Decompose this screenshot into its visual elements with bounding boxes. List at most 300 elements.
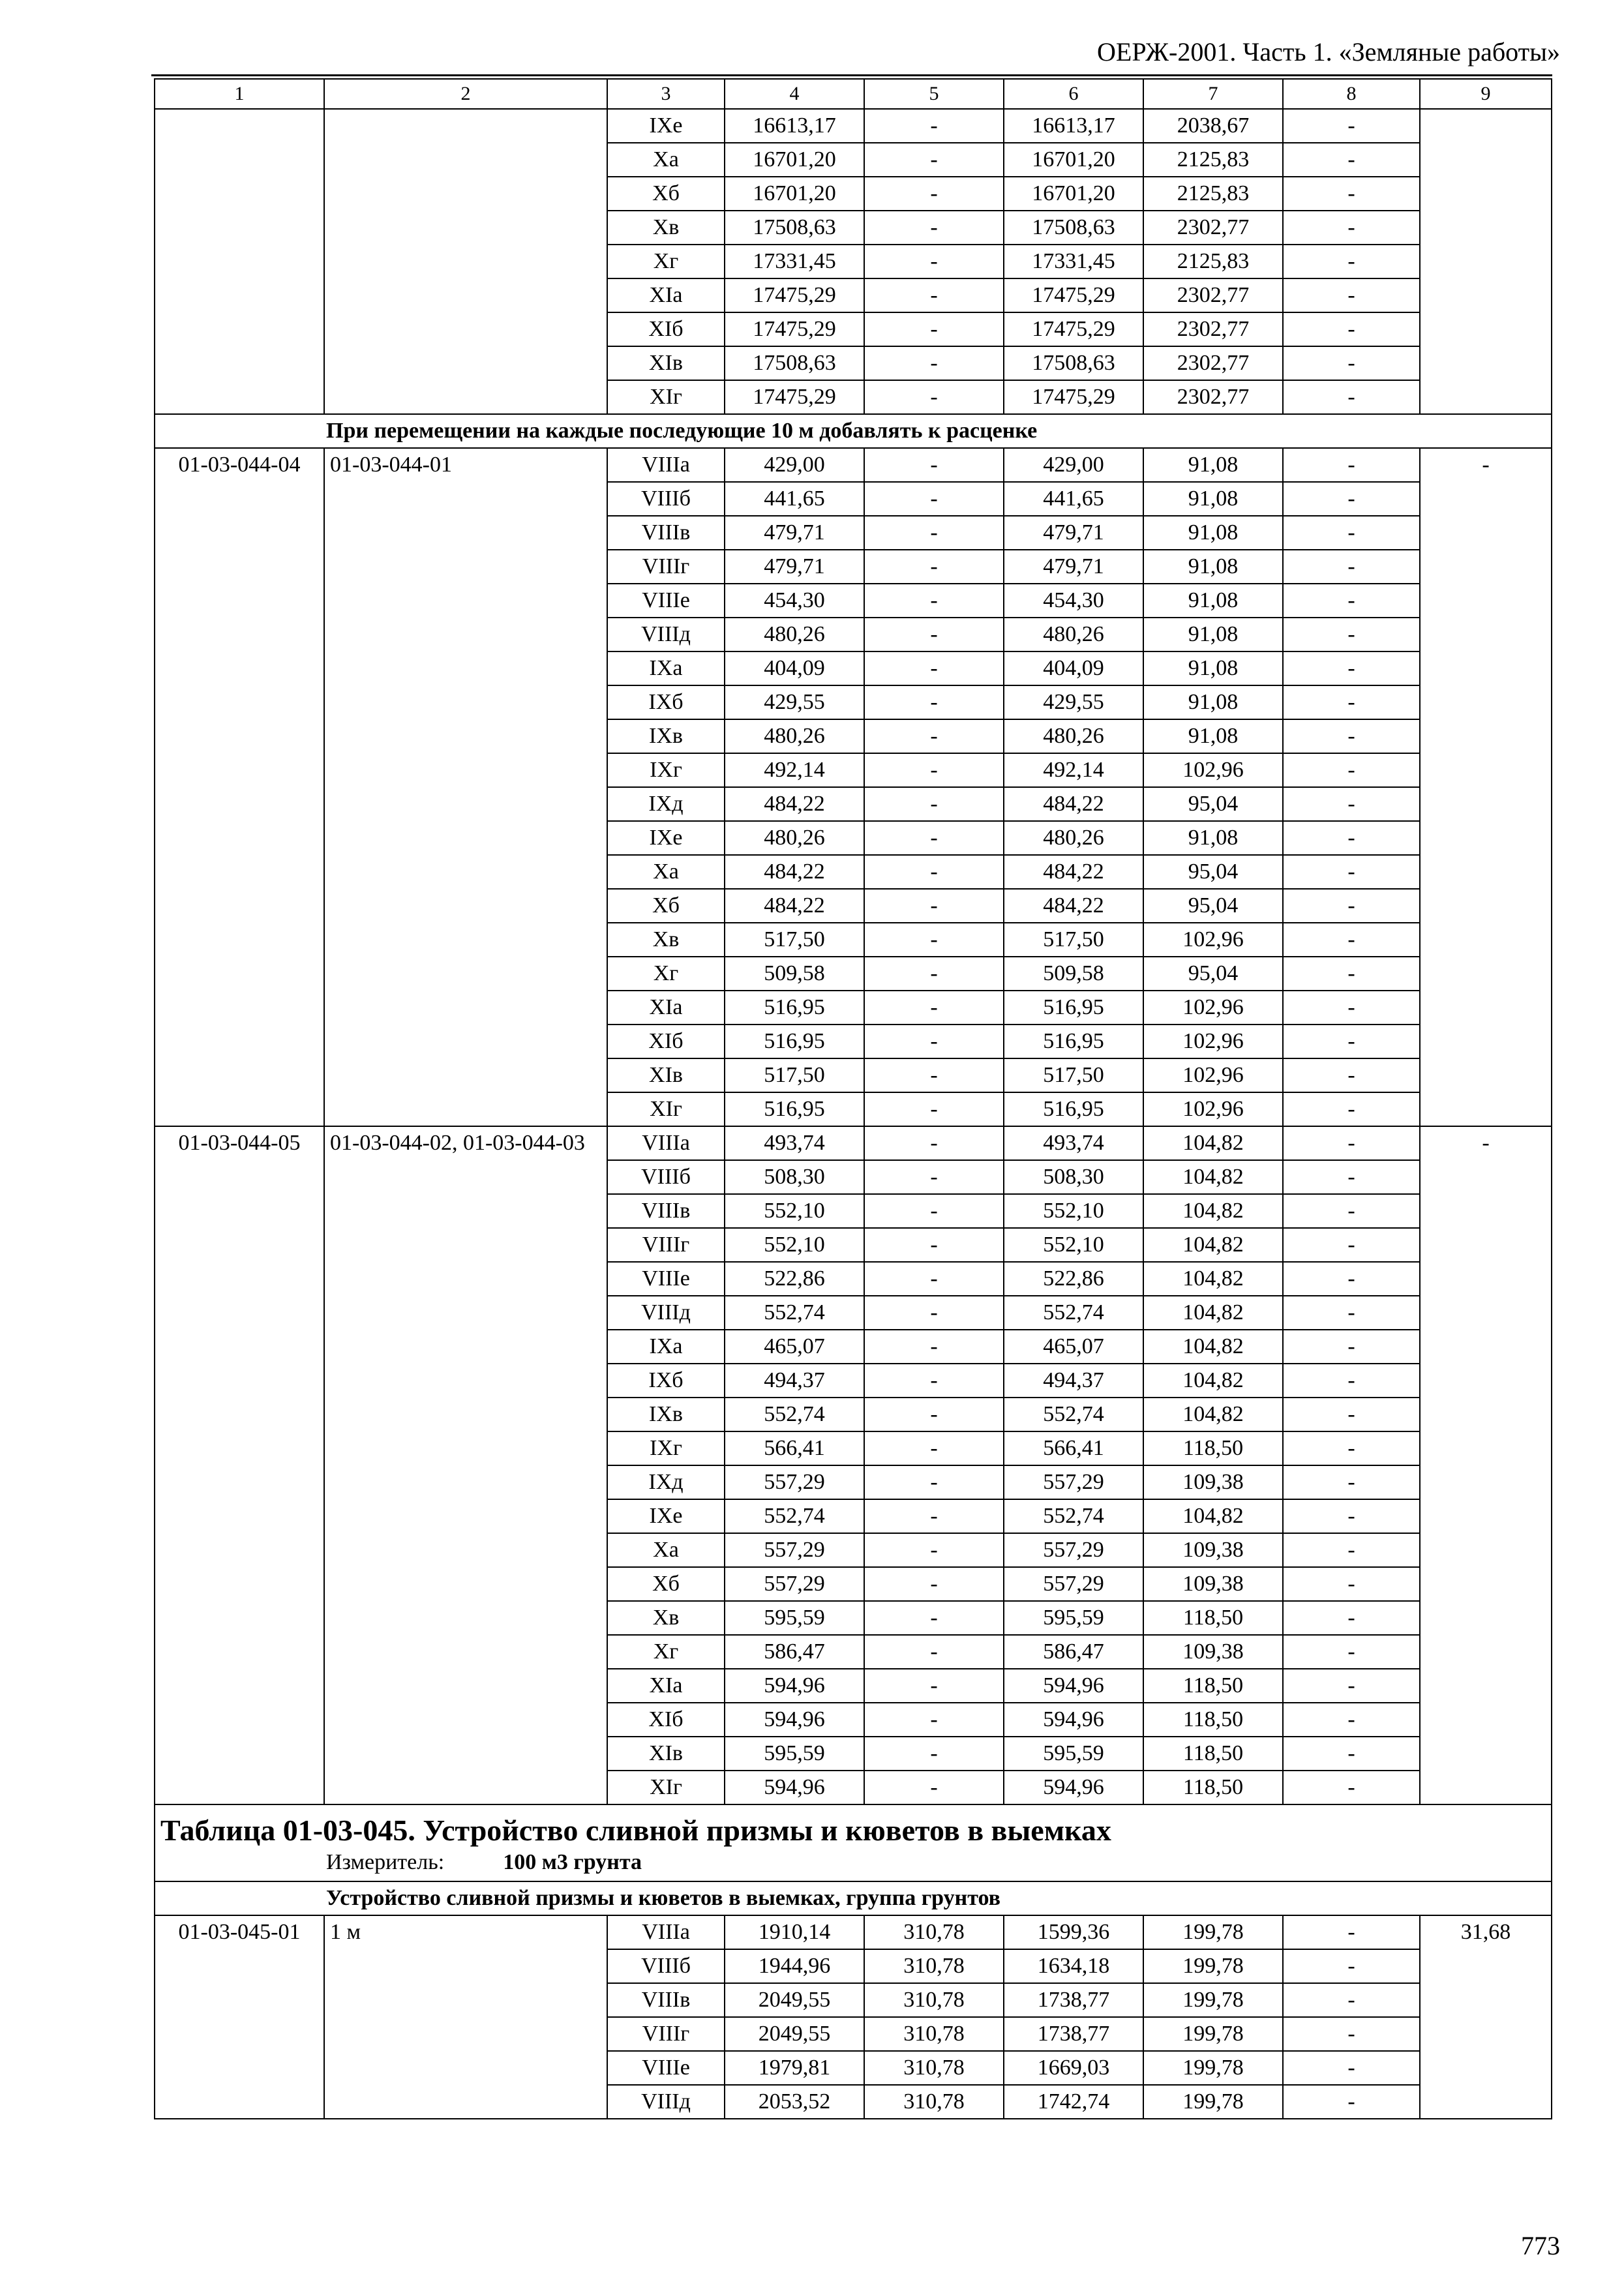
value-cell: 484,22: [1004, 889, 1143, 923]
value-cell: VIIIд: [607, 618, 725, 651]
value-cell: 479,71: [1004, 516, 1143, 550]
value-cell: -: [1283, 346, 1420, 380]
value-cell: 492,14: [725, 753, 864, 787]
value-cell: -: [1283, 719, 1420, 753]
value-cell: -: [864, 1703, 1004, 1737]
value-cell: -: [864, 278, 1004, 312]
value-cell: 594,96: [725, 1771, 864, 1804]
value-cell: 118,50: [1143, 1431, 1283, 1465]
value-cell: -: [1283, 821, 1420, 855]
value-cell: 552,10: [725, 1194, 864, 1228]
table-row: [155, 1126, 1552, 1160]
value-cell: 104,82: [1143, 1499, 1283, 1533]
value-cell: -: [1283, 991, 1420, 1025]
value-cell: 557,29: [1004, 1533, 1143, 1567]
value-cell: -: [864, 787, 1004, 821]
value-cell: 493,74: [725, 1126, 864, 1160]
value-cell: XIв: [607, 1737, 725, 1771]
value-cell: 91,08: [1143, 482, 1283, 516]
value-cell: -: [864, 923, 1004, 957]
value-cell: 17475,29: [1004, 380, 1143, 414]
col9-cell: -: [1420, 448, 1552, 1126]
column-number-cell: 1: [155, 79, 324, 109]
value-cell: -: [864, 312, 1004, 346]
value-cell: -: [1283, 787, 1420, 821]
value-cell: Xг: [607, 1635, 725, 1669]
value-cell: Xа: [607, 1533, 725, 1567]
value-cell: 404,09: [725, 651, 864, 685]
value-cell: -: [864, 991, 1004, 1025]
value-cell: VIIIа: [607, 1126, 725, 1160]
value-cell: 465,07: [725, 1330, 864, 1364]
value-cell: 102,96: [1143, 1025, 1283, 1058]
value-cell: -: [864, 1398, 1004, 1431]
value-cell: 522,86: [725, 1262, 864, 1296]
value-cell: 595,59: [1004, 1737, 1143, 1771]
value-cell: 557,29: [725, 1533, 864, 1567]
value-cell: 552,74: [725, 1499, 864, 1533]
value-cell: 118,50: [1143, 1669, 1283, 1703]
value-cell: -: [1283, 889, 1420, 923]
value-cell: IXе: [607, 1499, 725, 1533]
value-cell: -: [1283, 448, 1420, 482]
value-cell: 484,22: [725, 889, 864, 923]
value-cell: 16701,20: [1004, 177, 1143, 211]
value-cell: -: [1283, 1058, 1420, 1092]
value-cell: 454,30: [725, 584, 864, 618]
value-cell: XIв: [607, 346, 725, 380]
value-cell: -: [864, 346, 1004, 380]
value-cell: -: [864, 516, 1004, 550]
value-cell: -: [864, 584, 1004, 618]
value-cell: 104,82: [1143, 1194, 1283, 1228]
value-cell: VIIIб: [607, 482, 725, 516]
value-cell: -: [864, 1669, 1004, 1703]
value-cell: 594,96: [1004, 1703, 1143, 1737]
value-cell: 479,71: [1004, 550, 1143, 584]
value-cell: -: [1283, 2085, 1420, 2119]
header-rule: [151, 74, 1552, 76]
value-cell: 493,74: [1004, 1126, 1143, 1160]
value-cell: IXг: [607, 1431, 725, 1465]
value-cell: 102,96: [1143, 991, 1283, 1025]
value-cell: 16701,20: [1004, 143, 1143, 177]
value-cell: IXб: [607, 685, 725, 719]
value-cell: 17475,29: [1004, 312, 1143, 346]
section-heading-row: [155, 1881, 1552, 1915]
value-cell: 552,10: [1004, 1194, 1143, 1228]
value-cell: 479,71: [725, 516, 864, 550]
value-cell: VIIIб: [607, 1949, 725, 1983]
value-cell: Xб: [607, 177, 725, 211]
value-cell: 595,59: [1004, 1601, 1143, 1635]
value-cell: 1944,96: [725, 1949, 864, 1983]
value-cell: -: [1283, 482, 1420, 516]
value-cell: 552,74: [1004, 1296, 1143, 1330]
value-cell: 517,50: [725, 1058, 864, 1092]
value-cell: 16613,17: [725, 109, 864, 143]
value-cell: 594,96: [725, 1703, 864, 1737]
value-cell: 594,96: [725, 1669, 864, 1703]
value-cell: -: [864, 618, 1004, 651]
value-cell: -: [1283, 584, 1420, 618]
value-cell: 118,50: [1143, 1703, 1283, 1737]
value-cell: IXб: [607, 1364, 725, 1398]
value-cell: IXд: [607, 787, 725, 821]
value-cell: 522,86: [1004, 1262, 1143, 1296]
value-cell: 104,82: [1143, 1262, 1283, 1296]
value-cell: Xг: [607, 957, 725, 991]
value-cell: -: [1283, 1025, 1420, 1058]
value-cell: 91,08: [1143, 550, 1283, 584]
value-cell: 516,95: [725, 1025, 864, 1058]
value-cell: -: [864, 1330, 1004, 1364]
value-cell: -: [864, 1364, 1004, 1398]
value-cell: 2049,55: [725, 2017, 864, 2051]
value-cell: -: [864, 482, 1004, 516]
value-cell: 480,26: [1004, 821, 1143, 855]
value-cell: 586,47: [1004, 1635, 1143, 1669]
value-cell: XIг: [607, 1771, 725, 1804]
value-cell: -: [1283, 1194, 1420, 1228]
value-cell: XIб: [607, 312, 725, 346]
value-cell: -: [864, 1737, 1004, 1771]
value-cell: -: [1283, 1771, 1420, 1804]
value-cell: XIб: [607, 1025, 725, 1058]
value-cell: 95,04: [1143, 855, 1283, 889]
value-cell: -: [1283, 2017, 1420, 2051]
value-cell: 2302,77: [1143, 211, 1283, 245]
value-cell: 557,29: [725, 1567, 864, 1601]
value-cell: -: [1283, 1126, 1420, 1160]
value-cell: Xб: [607, 889, 725, 923]
value-cell: -: [864, 719, 1004, 753]
value-cell: -: [1283, 211, 1420, 245]
value-cell: -: [1283, 2051, 1420, 2085]
value-cell: 109,38: [1143, 1533, 1283, 1567]
value-cell: -: [1283, 245, 1420, 278]
value-cell: 199,78: [1143, 1983, 1283, 2017]
value-cell: 17475,29: [725, 380, 864, 414]
value-cell: IXг: [607, 753, 725, 787]
value-cell: -: [1283, 550, 1420, 584]
value-cell: -: [864, 1126, 1004, 1160]
value-cell: XIб: [607, 1703, 725, 1737]
value-cell: 480,26: [725, 821, 864, 855]
column-number-cell: 2: [324, 79, 607, 109]
value-cell: 95,04: [1143, 889, 1283, 923]
value-cell: 557,29: [1004, 1465, 1143, 1499]
value-cell: -: [1283, 177, 1420, 211]
value-cell: -: [864, 1431, 1004, 1465]
value-cell: 516,95: [725, 1092, 864, 1126]
rate-description-cell: 01-03-044-01: [324, 448, 607, 1126]
value-cell: 595,59: [725, 1737, 864, 1771]
value-cell: 95,04: [1143, 787, 1283, 821]
value-cell: VIIIв: [607, 1983, 725, 2017]
value-cell: 484,22: [725, 855, 864, 889]
column-number-row: [155, 79, 1552, 109]
value-cell: 516,95: [1004, 1092, 1143, 1126]
value-cell: 517,50: [1004, 923, 1143, 957]
value-cell: -: [864, 1160, 1004, 1194]
value-cell: 109,38: [1143, 1567, 1283, 1601]
value-cell: XIг: [607, 1092, 725, 1126]
value-cell: -: [1283, 1703, 1420, 1737]
value-cell: VIIIе: [607, 584, 725, 618]
section-heading-row: [155, 414, 1552, 448]
value-cell: VIIIа: [607, 1915, 725, 1949]
value-cell: 310,78: [864, 2017, 1004, 2051]
value-cell: 17508,63: [1004, 346, 1143, 380]
rate-code-cell: [155, 109, 324, 414]
value-cell: -: [1283, 923, 1420, 957]
value-cell: -: [864, 1296, 1004, 1330]
value-cell: 91,08: [1143, 516, 1283, 550]
value-cell: XIг: [607, 380, 725, 414]
table-row: [155, 109, 1552, 143]
value-cell: 516,95: [725, 991, 864, 1025]
value-cell: IXв: [607, 1398, 725, 1431]
value-cell: 1669,03: [1004, 2051, 1143, 2085]
value-cell: 2302,77: [1143, 278, 1283, 312]
value-cell: -: [864, 211, 1004, 245]
value-cell: -: [864, 1194, 1004, 1228]
value-cell: -: [1283, 1364, 1420, 1398]
rate-description-cell: 01-03-044-02, 01-03-044-03: [324, 1126, 607, 1804]
section-title-cell: При перемещении на каждые последующие 10 м добавлять к расценке: [155, 414, 1552, 448]
value-cell: 1634,18: [1004, 1949, 1143, 1983]
value-cell: Xб: [607, 1567, 725, 1601]
value-cell: Xг: [607, 245, 725, 278]
column-number-cell: 8: [1283, 79, 1420, 109]
value-cell: -: [864, 1601, 1004, 1635]
value-cell: 516,95: [1004, 1025, 1143, 1058]
value-cell: 17508,63: [725, 211, 864, 245]
value-cell: -: [864, 855, 1004, 889]
value-cell: -: [1283, 753, 1420, 787]
value-cell: 479,71: [725, 550, 864, 584]
value-cell: 509,58: [725, 957, 864, 991]
value-cell: -: [864, 1092, 1004, 1126]
value-cell: 480,26: [725, 618, 864, 651]
value-cell: XIа: [607, 278, 725, 312]
value-cell: VIIIд: [607, 2085, 725, 2119]
value-cell: 465,07: [1004, 1330, 1143, 1364]
col9-cell: -: [1420, 1126, 1552, 1804]
column-number-cell: 4: [725, 79, 864, 109]
value-cell: -: [1283, 1398, 1420, 1431]
value-cell: 586,47: [725, 1635, 864, 1669]
value-cell: -: [864, 1499, 1004, 1533]
value-cell: IXе: [607, 821, 725, 855]
value-cell: 557,29: [1004, 1567, 1143, 1601]
value-cell: IXа: [607, 1330, 725, 1364]
value-cell: 517,50: [725, 923, 864, 957]
value-cell: 429,00: [1004, 448, 1143, 482]
value-cell: -: [1283, 312, 1420, 346]
value-cell: 2125,83: [1143, 143, 1283, 177]
value-cell: -: [1283, 685, 1420, 719]
value-cell: 118,50: [1143, 1771, 1283, 1804]
value-cell: -: [864, 1465, 1004, 1499]
value-cell: 2125,83: [1143, 245, 1283, 278]
value-cell: IXе: [607, 109, 725, 143]
value-cell: -: [864, 550, 1004, 584]
value-cell: 480,26: [1004, 618, 1143, 651]
value-cell: 17331,45: [725, 245, 864, 278]
value-cell: 1599,36: [1004, 1915, 1143, 1949]
value-cell: VIIIд: [607, 1296, 725, 1330]
rate-description-cell: 1 м: [324, 1915, 607, 2119]
page-number: 773: [1521, 2231, 1560, 2260]
value-cell: Xа: [607, 143, 725, 177]
value-cell: 429,00: [725, 448, 864, 482]
value-cell: 102,96: [1143, 923, 1283, 957]
value-cell: 492,14: [1004, 753, 1143, 787]
value-cell: 95,04: [1143, 957, 1283, 991]
value-cell: 16613,17: [1004, 109, 1143, 143]
value-cell: 429,55: [1004, 685, 1143, 719]
value-cell: -: [864, 685, 1004, 719]
value-cell: 509,58: [1004, 957, 1143, 991]
rate-code-cell: 01-03-044-04: [155, 448, 324, 1126]
measure-unit: 100 м3 грунта: [503, 1850, 642, 1874]
value-cell: VIIIа: [607, 448, 725, 482]
value-cell: -: [864, 448, 1004, 482]
value-cell: -: [864, 753, 1004, 787]
value-cell: 91,08: [1143, 618, 1283, 651]
value-cell: 16701,20: [725, 143, 864, 177]
value-cell: 199,78: [1143, 2085, 1283, 2119]
value-cell: 109,38: [1143, 1635, 1283, 1669]
value-cell: Xа: [607, 855, 725, 889]
value-cell: 494,37: [1004, 1364, 1143, 1398]
value-cell: 17475,29: [725, 312, 864, 346]
value-cell: 91,08: [1143, 448, 1283, 482]
value-cell: 441,65: [1004, 482, 1143, 516]
value-cell: 404,09: [1004, 651, 1143, 685]
value-cell: -: [864, 380, 1004, 414]
value-cell: Xв: [607, 923, 725, 957]
value-cell: VIIIг: [607, 2017, 725, 2051]
value-cell: 199,78: [1143, 2051, 1283, 2085]
value-cell: 517,50: [1004, 1058, 1143, 1092]
value-cell: 17508,63: [725, 346, 864, 380]
value-cell: -: [864, 177, 1004, 211]
value-cell: 2125,83: [1143, 177, 1283, 211]
value-cell: 310,78: [864, 1915, 1004, 1949]
value-cell: VIIIг: [607, 550, 725, 584]
value-cell: -: [864, 1262, 1004, 1296]
value-cell: IXа: [607, 651, 725, 685]
value-cell: VIIIв: [607, 1194, 725, 1228]
value-cell: -: [1283, 1949, 1420, 1983]
value-cell: 91,08: [1143, 685, 1283, 719]
value-cell: 91,08: [1143, 651, 1283, 685]
value-cell: 104,82: [1143, 1296, 1283, 1330]
value-cell: -: [1283, 1601, 1420, 1635]
value-cell: 594,96: [1004, 1669, 1143, 1703]
value-cell: 17508,63: [1004, 211, 1143, 245]
value-cell: -: [1283, 1567, 1420, 1601]
value-cell: -: [1283, 1431, 1420, 1465]
value-cell: -: [1283, 1228, 1420, 1262]
value-cell: 199,78: [1143, 2017, 1283, 2051]
value-cell: -: [1283, 1092, 1420, 1126]
value-cell: 1910,14: [725, 1915, 864, 1949]
value-cell: -: [1283, 516, 1420, 550]
value-cell: -: [1283, 1635, 1420, 1669]
value-cell: 594,96: [1004, 1771, 1143, 1804]
value-cell: 508,30: [725, 1160, 864, 1194]
value-cell: 552,10: [1004, 1228, 1143, 1262]
value-cell: 104,82: [1143, 1330, 1283, 1364]
value-cell: VIIIв: [607, 516, 725, 550]
value-cell: 429,55: [725, 685, 864, 719]
value-cell: 104,82: [1143, 1398, 1283, 1431]
value-cell: -: [1283, 1915, 1420, 1949]
value-cell: 2053,52: [725, 2085, 864, 2119]
value-cell: Xв: [607, 211, 725, 245]
value-cell: -: [1283, 855, 1420, 889]
value-cell: 2038,67: [1143, 109, 1283, 143]
value-cell: -: [1283, 1160, 1420, 1194]
value-cell: 566,41: [725, 1431, 864, 1465]
value-cell: 118,50: [1143, 1737, 1283, 1771]
value-cell: 484,22: [725, 787, 864, 821]
value-cell: -: [1283, 957, 1420, 991]
value-cell: -: [1283, 278, 1420, 312]
value-cell: 1979,81: [725, 2051, 864, 2085]
value-cell: 91,08: [1143, 584, 1283, 618]
value-cell: -: [1283, 1465, 1420, 1499]
col9-cell: [1420, 109, 1552, 414]
value-cell: XIа: [607, 991, 725, 1025]
table-title-row: [155, 1804, 1552, 1881]
value-cell: 109,38: [1143, 1465, 1283, 1499]
table-row: [155, 448, 1552, 482]
value-cell: 552,74: [1004, 1499, 1143, 1533]
value-cell: -: [1283, 618, 1420, 651]
table-title: Таблица 01-03-045. Устройство сливной призмы и кюветов в выемках: [160, 1814, 1111, 1847]
value-cell: VIIIб: [607, 1160, 725, 1194]
value-cell: 484,22: [1004, 787, 1143, 821]
value-cell: -: [1283, 1296, 1420, 1330]
value-cell: 552,74: [725, 1398, 864, 1431]
value-cell: 516,95: [1004, 991, 1143, 1025]
value-cell: 494,37: [725, 1364, 864, 1398]
value-cell: 1742,74: [1004, 2085, 1143, 2119]
value-cell: 2302,77: [1143, 380, 1283, 414]
value-cell: 102,96: [1143, 1092, 1283, 1126]
value-cell: 104,82: [1143, 1126, 1283, 1160]
rate-code-cell: 01-03-045-01: [155, 1915, 324, 2119]
section-title-cell: Устройство сливной призмы и кюветов в выемках, группа грунтов: [155, 1881, 1552, 1915]
value-cell: 595,59: [725, 1601, 864, 1635]
value-cell: 480,26: [1004, 719, 1143, 753]
value-cell: -: [864, 957, 1004, 991]
value-cell: -: [1283, 380, 1420, 414]
value-cell: 441,65: [725, 482, 864, 516]
column-number-cell: 6: [1004, 79, 1143, 109]
value-cell: -: [1283, 109, 1420, 143]
value-cell: -: [1283, 1262, 1420, 1296]
value-cell: 484,22: [1004, 855, 1143, 889]
value-cell: -: [1283, 1499, 1420, 1533]
value-cell: 102,96: [1143, 1058, 1283, 1092]
measure-line: [326, 1850, 1546, 1875]
